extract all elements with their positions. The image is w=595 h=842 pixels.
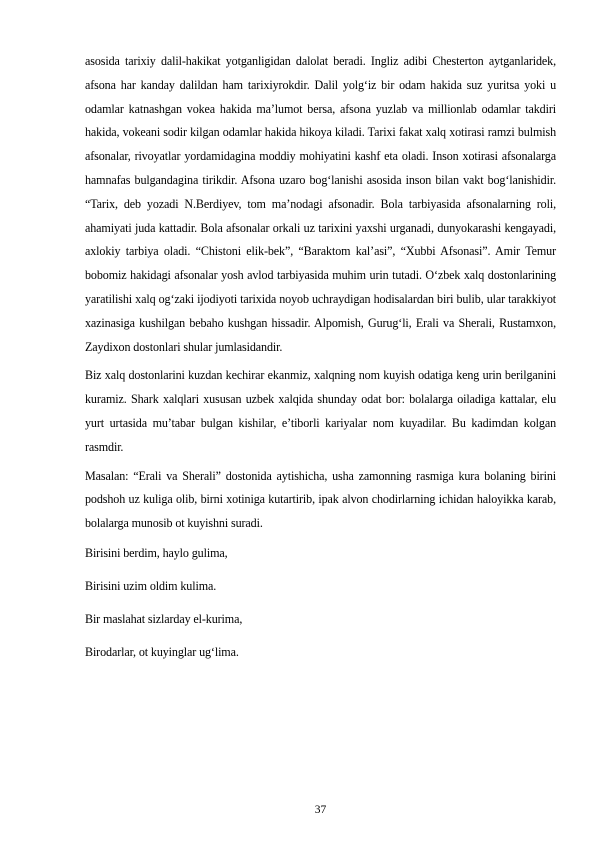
verse-line-4: Birodarlar, ot kuyinglar ug‘lima. bbox=[85, 644, 239, 659]
paragraph-naming-custom: Biz xalq dostonlarini kuzdan kechirar ekanmiz, xalqning nom kuyish odatiga keng urin berilganini kuramiz. Shark xalqlari xususan uzbek xalqida shunday odat bor: bolalarga oiladiga kattalar, elu yurt urtasida mu’tabar bulgan kishilar, e’tiborli kariyalar nom kuyadilar. Bu kadimdan kolgan rasmdir. bbox=[85, 368, 556, 454]
verse-line-1: Birisini berdim, haylo gulima, bbox=[85, 545, 228, 560]
verse-line-3: Bir maslahat sizlarday el-kurima, bbox=[85, 611, 243, 626]
verse-line-2: Birisini uzim oldim kulima. bbox=[85, 578, 217, 593]
document-page bbox=[85, 50, 556, 673]
page-number: 37 bbox=[314, 804, 327, 816]
paragraph-erali-sherali-example: Masalan: “Erali va Sherali” dostonida aytishicha, usha zamonning rasmiga kura bolaning birini podshoh uz kuliga olib, birni xotiniga kutartirib, ipak alvon chodirlarning ichidan haloyikka karab, bolalarga munosib ot kuyishni suradi. bbox=[85, 468, 556, 531]
paragraph-legends-history: asosida tarixiy dalil-hakikat yotganligidan dalolat beradi. Ingliz adibi Chesterton aytganlaridek, afsona har kanday dalildan ham tarixiyrokdir. Dalil yolg‘iz bir odam hakida suz yuritsa yoki u odamlar katnashgan vokea hakida ma’lumot bersa, afsona yuzlab va millionlab odamlar takdiri hakida, vokeani sodir kilgan odamlar hakida hikoya kiladi. Tarixi fakat xalq xotirasi ramzi bulmish afsonalar, rivoyatlar yordamidagina moddiy mohiyatini kashf eta oladi. Inson xotirasi afsonalarga hamnafas bulgandagina tirikdir. Afsona uzaro bog‘lanishi asosida inson bilan vakt bog‘lanishidir. “Tarix, deb yozadi N.Berdiyev, tom ma’nodagi afsonadir. Bola tarbiyasida afsonalarning roli, ahamiyati juda kattadir. Bola afsonalar orkali uz tarixini yaxshi urganadi, dunyokarashi kengayadi, axlokiy tarbiya oladi. “Chistoni elik-bek”, “Baraktom kal’asi”, “Xubbi Afsonasi”. Amir Temur bobomiz hakidagi afsonalar yosh avlod tarbiyasida muhim urin tutadi. O‘zbek xalq dostonlarining yaratilishi xalq og‘zaki ijodiyoti tarixida noyob uchraydigan hodisalardan biri bulib, ular tarakkiyot xazinasiga kushilgan bebaho kushgan hissadir. Alpomish, Gurug‘li, Erali va Sherali, Rustamxon, Zaydixon dostonlari shular jumlasidandir. bbox=[85, 54, 556, 354]
